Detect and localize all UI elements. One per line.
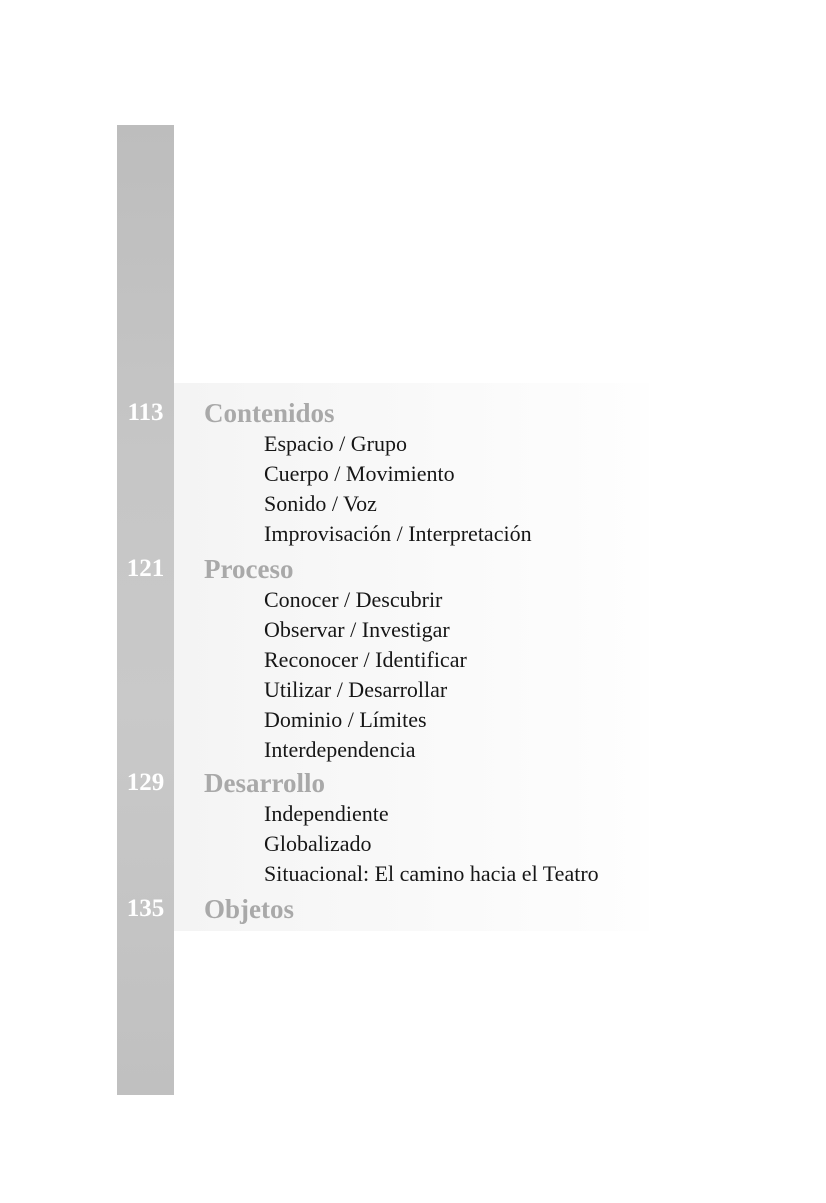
toc-item: Cuerpo / Movimiento [264,461,455,486]
section-heading: Objetos [204,894,294,924]
section-heading: Desarrollo [204,768,325,798]
toc-item: Improvisación / Interpretación [264,521,532,546]
toc-item: Situacional: El camino hacia el Teatro [264,861,599,886]
toc-item: Globalizado [264,831,372,856]
page-number: 135 [126,895,165,922]
page-number: 113 [127,399,164,426]
toc-item: Dominio / Límites [264,707,427,732]
toc-item: Interdependencia [264,737,416,762]
section-heading: Contenidos [204,398,335,428]
toc-item: Independiente [264,801,389,826]
page-number: 129 [126,769,165,796]
toc-item: Observar / Investigar [264,617,450,642]
section-item-list [264,429,532,549]
toc-item: Conocer / Descubrir [264,587,443,612]
toc-item: Utilizar / Desarrollar [264,677,448,702]
section-item-list [264,585,467,765]
toc-item: Sonido / Voz [264,491,377,516]
section-item-list [264,799,599,889]
toc-item: Espacio / Grupo [264,431,407,456]
page-number: 121 [126,555,165,582]
section-heading: Proceso [204,554,294,584]
toc-item: Reconocer / Identificar [264,647,467,672]
